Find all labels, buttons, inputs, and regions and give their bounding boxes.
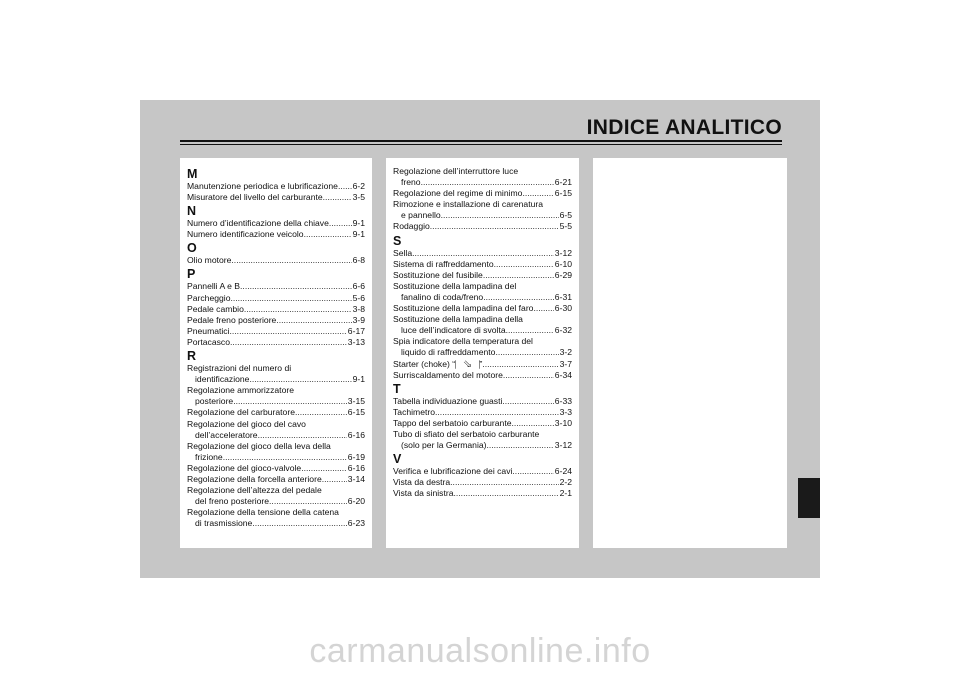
index-page-number: 9-1 [352, 229, 365, 240]
index-entry-row [187, 229, 365, 240]
index-entry-label: Tachimetro [393, 406, 436, 417]
index-entry [393, 488, 572, 499]
index-entry-label: Pedale cambio [187, 303, 244, 314]
dot-leader [304, 229, 352, 240]
index-letter-heading: N [187, 204, 197, 219]
index-page-number: 6-21 [554, 177, 572, 188]
dot-leader [231, 255, 351, 266]
index-entry [393, 370, 572, 381]
index-entry-label: Starter (choke) “⎸⇘⎹” [393, 358, 483, 369]
index-page-number: 6-23 [347, 518, 365, 529]
index-entry-row [393, 418, 572, 429]
index-entry-label: frizione [195, 451, 223, 462]
index-entry-text: Regolazione dell’interruttore luce [393, 166, 519, 176]
index-entry-label: di trasmissione [195, 518, 253, 529]
index-entry-row [187, 452, 365, 463]
index-entry-row [187, 181, 365, 192]
index-entry-label: Sella [393, 247, 413, 258]
dot-leader [512, 466, 553, 477]
index-page-number: 6-16 [347, 462, 365, 473]
index-entry-label: Regolazione del gioco-valvole [187, 462, 302, 473]
index-entry-row [393, 188, 572, 199]
index-page-number: 6-5 [559, 210, 572, 221]
index-entry [187, 255, 365, 266]
index-entry-text: Tubo di sfiato del serbatoio carburante [393, 428, 540, 439]
index-entry-text: Regolazione della tensione della catena [187, 507, 339, 518]
index-letter-heading: V [393, 452, 402, 467]
index-entry-label: Manutenzione periodica e lubrificazione [187, 181, 338, 191]
index-entry-label: Surriscaldamento del motore [393, 369, 503, 380]
index-entry-row [187, 337, 365, 348]
dot-leader [494, 259, 554, 270]
index-entry-row [393, 221, 572, 232]
dot-leader [244, 304, 352, 315]
index-entry-label: Regolazione del regime di minimo [393, 188, 523, 199]
header-rule [180, 140, 782, 142]
index-page-number: 3-3 [559, 406, 572, 417]
dot-leader [323, 192, 352, 203]
index-entry [393, 259, 572, 270]
index-entry-label: Tabella individuazione guasti [393, 395, 503, 406]
index-page-number: 6-31 [554, 291, 572, 302]
index-entry-label: Rodaggio [393, 221, 430, 232]
index-page-number: 6-34 [554, 369, 572, 380]
index-page-number: 9-1 [352, 374, 365, 385]
dot-leader [249, 374, 351, 385]
dot-leader [412, 248, 554, 259]
index-entry [187, 218, 365, 229]
index-entry-row [187, 218, 365, 229]
index-entry-label: posteriore [195, 396, 234, 407]
index-entry [393, 477, 572, 488]
index-page-number: 6-32 [554, 325, 572, 336]
dot-leader [301, 463, 347, 474]
dot-leader [338, 181, 352, 192]
dot-leader [533, 303, 553, 314]
index-entry-label: Vista da destra [393, 477, 451, 488]
dot-leader [322, 474, 347, 485]
index-entry-row [393, 325, 572, 336]
index-entry [393, 396, 572, 407]
index-entry-label: Sostituzione del fusibile [393, 269, 483, 280]
index-letter-heading: P [187, 267, 196, 282]
index-entry-row [187, 396, 365, 407]
index-entry-label: Pedale freno posteriore [187, 314, 277, 325]
index-entry [187, 419, 365, 441]
dot-leader [223, 452, 347, 463]
index-page-number: 6-30 [554, 303, 572, 314]
index-entry-row [187, 315, 365, 326]
index-entry-row [187, 374, 365, 385]
index-entry-label: (solo per la Germania) [401, 440, 487, 451]
index-entry [187, 181, 365, 192]
index-entry-row [393, 477, 572, 488]
index-entry-text: Spia indicatore della temperatura del [393, 336, 533, 347]
index-entry-row [187, 192, 365, 203]
index-page-number: 5-5 [559, 221, 572, 232]
index-entry-row [393, 259, 572, 270]
index-entry [393, 281, 572, 303]
index-entry [187, 407, 365, 418]
index-column-1 [180, 158, 372, 548]
index-entry-row [393, 292, 572, 303]
index-page-number: 3-7 [559, 358, 572, 369]
index-entry [187, 385, 365, 407]
index-entry-row [187, 463, 365, 474]
index-entry-row [393, 440, 572, 451]
dot-leader [295, 407, 347, 418]
index-entry-label: luce dell’indicatore di svolta [401, 325, 506, 336]
index-entry-label: dell’acceleratore [195, 429, 258, 440]
index-page-number: 3-9 [352, 314, 365, 325]
index-entry-label: Sostituzione della lampadina del faro [393, 303, 534, 314]
index-entry [187, 463, 365, 474]
watermark-text: carmanualsonline.info [309, 632, 651, 670]
index-page-number: 3-13 [347, 336, 365, 347]
index-page-number: 3-2 [559, 347, 572, 358]
index-page-number: 3-10 [554, 417, 572, 428]
index-entry [393, 407, 572, 418]
dot-leader [506, 325, 554, 336]
index-entry [393, 199, 572, 221]
index-entry-label: Olio motore [187, 255, 232, 266]
index-entry-label: Regolazione del carburatore [187, 407, 295, 418]
index-entry [393, 418, 572, 429]
dot-leader [483, 292, 554, 303]
index-page-number: 6-15 [554, 188, 572, 199]
index-entry [187, 326, 365, 337]
index-entry [393, 429, 572, 451]
index-page-number: 3-5 [352, 192, 365, 203]
index-page-number: 6-20 [347, 496, 365, 507]
index-entry-row [187, 474, 365, 485]
index-entry-row [393, 488, 572, 499]
index-entry [187, 315, 365, 326]
index-entry [187, 304, 365, 315]
index-page-number: 6-16 [347, 429, 365, 440]
page-title: INDICE ANALITICO [586, 116, 782, 139]
index-entry-row [393, 270, 572, 281]
index-entry [393, 314, 572, 336]
dot-leader [240, 281, 352, 292]
index-entry-row [393, 359, 572, 370]
index-entry-label: Numero d’identificazione della chiave [187, 218, 329, 229]
index-entry [187, 474, 365, 485]
index-entry [393, 303, 572, 314]
index-entry-row [393, 177, 572, 188]
index-entry [393, 466, 572, 477]
index-entry-row [393, 303, 572, 314]
index-entry-label: Vista da sinistra [393, 488, 454, 499]
index-page-number: 6-33 [554, 395, 572, 406]
index-entry-label: Numero identificazione veicolo [187, 229, 304, 240]
index-entry-row [187, 326, 365, 337]
index-entry-label: del freno posteriore [195, 496, 270, 507]
index-entry [187, 485, 365, 507]
dot-leader [230, 337, 347, 348]
index-page-number: 5-6 [352, 292, 365, 303]
index-page-number: 3-12 [554, 247, 572, 258]
dot-leader [276, 315, 351, 326]
index-entry [187, 507, 365, 529]
index-page-number: 6-10 [554, 258, 572, 269]
dot-leader [495, 347, 558, 358]
index-entry-text: Rimozione e installazione di carenatura [393, 199, 543, 210]
index-entry [187, 363, 365, 385]
index-entry [393, 248, 572, 259]
index-letter-heading: S [393, 233, 402, 248]
index-page-number: 6-19 [347, 451, 365, 462]
index-entry [393, 270, 572, 281]
index-entry-text: Regolazione ammorizzatore [187, 385, 294, 396]
index-entry-label: fanalino di coda/freno [401, 291, 484, 302]
index-entry [187, 441, 365, 463]
index-entry-row [393, 466, 572, 477]
dot-leader [230, 326, 347, 337]
dot-leader [482, 359, 558, 370]
index-entry [187, 337, 365, 348]
index-letter-heading: R [187, 349, 197, 364]
index-page-number: 6-29 [554, 269, 572, 280]
dot-leader [269, 496, 347, 507]
index-page-number: 6-15 [347, 407, 365, 418]
index-letter-heading: O [187, 241, 197, 256]
dot-leader [329, 218, 352, 229]
index-entry-label: e pannello [401, 210, 441, 221]
dot-leader [435, 407, 559, 418]
dot-leader [441, 210, 559, 221]
index-page-number: 3-15 [347, 396, 365, 407]
dot-leader [503, 370, 554, 381]
dot-leader [502, 396, 553, 407]
index-entry-row [393, 210, 572, 221]
dot-leader [450, 477, 558, 488]
index-entry-row [187, 407, 365, 418]
index-entry [187, 281, 365, 292]
index-entry-text: Registrazioni del numero di [187, 363, 292, 374]
index-entry-label: freno [401, 177, 421, 188]
header-rule-thin [180, 144, 782, 145]
index-letter-heading: T [393, 381, 401, 396]
index-page-number: 3-12 [554, 440, 572, 451]
index-page-number: 6-6 [352, 281, 365, 292]
index-entry-row [187, 430, 365, 441]
index-entry-text: Sostituzione della lampadina del [393, 280, 517, 291]
dot-leader [258, 430, 347, 441]
index-entry-text: Regolazione del gioco del cavo [187, 418, 306, 429]
index-entry-label: identificazione [195, 374, 250, 385]
index-entry-label: Sistema di raffreddamento [393, 258, 494, 269]
dot-leader [430, 221, 559, 232]
index-entry [393, 359, 572, 370]
index-column-3 [593, 158, 787, 548]
index-entry-row [393, 407, 572, 418]
index-entry-row [393, 370, 572, 381]
index-entry-row [187, 496, 365, 507]
index-page-number: 6-24 [554, 466, 572, 477]
index-entry [393, 221, 572, 232]
index-entry-row [187, 293, 365, 304]
index-entry [393, 166, 572, 188]
dot-leader [522, 188, 553, 199]
index-entry [393, 336, 572, 358]
index-entry-row [187, 518, 365, 529]
index-entry [187, 293, 365, 304]
index-entry-label: Parcheggio [187, 292, 231, 303]
chapter-tab-marker [798, 478, 820, 518]
index-entry-row [393, 248, 572, 259]
index-entry [393, 188, 572, 199]
dot-leader [487, 440, 554, 451]
dot-leader [483, 270, 554, 281]
index-page-number: 6-2 [352, 181, 365, 191]
index-entry-label: Pneumatici [187, 325, 230, 336]
index-page-number: 2-1 [559, 488, 572, 499]
index-page-number: 6-17 [347, 325, 365, 336]
index-page-number: 6-8 [352, 255, 365, 266]
dot-leader [511, 418, 553, 429]
index-entry-label: Regolazione della forcella anteriore [187, 473, 322, 484]
dot-leader [421, 177, 554, 188]
index-entry-label: Pannelli A e B [187, 281, 241, 292]
dot-leader [454, 488, 559, 499]
index-entry-label: Portacasco [187, 336, 230, 347]
index-entry-text: Sostituzione della lampadina della [393, 314, 523, 325]
index-entry-label: liquido di raffreddamento [401, 347, 496, 358]
manual-page-spread [140, 100, 820, 578]
index-page-number: 3-14 [347, 473, 365, 484]
dot-leader [230, 293, 351, 304]
index-entry-label: Misuratore del livello del carburante [187, 192, 323, 203]
dot-leader [233, 396, 347, 407]
index-entry [187, 192, 365, 203]
index-entry-text: Regolazione dell’altezza del pedale [187, 485, 322, 496]
dot-leader [252, 518, 346, 529]
index-entry-row [393, 347, 572, 358]
index-page-number: 9-1 [352, 218, 365, 229]
index-entry-row [187, 255, 365, 266]
index-entry-row [187, 304, 365, 315]
index-entry-label: Tappo del serbatoio carburante [393, 417, 512, 428]
index-page-number: 3-8 [352, 303, 365, 314]
index-entry-text: Regolazione del gioco della leva della [187, 440, 331, 451]
index-entry [187, 229, 365, 240]
index-column-2 [386, 158, 579, 548]
index-page-number: 2-2 [559, 477, 572, 488]
index-entry-row [187, 281, 365, 292]
index-letter-heading: M [187, 167, 198, 181]
index-entry-label: Verifica e lubrificazione dei cavi [393, 466, 513, 477]
index-entry-row [393, 396, 572, 407]
